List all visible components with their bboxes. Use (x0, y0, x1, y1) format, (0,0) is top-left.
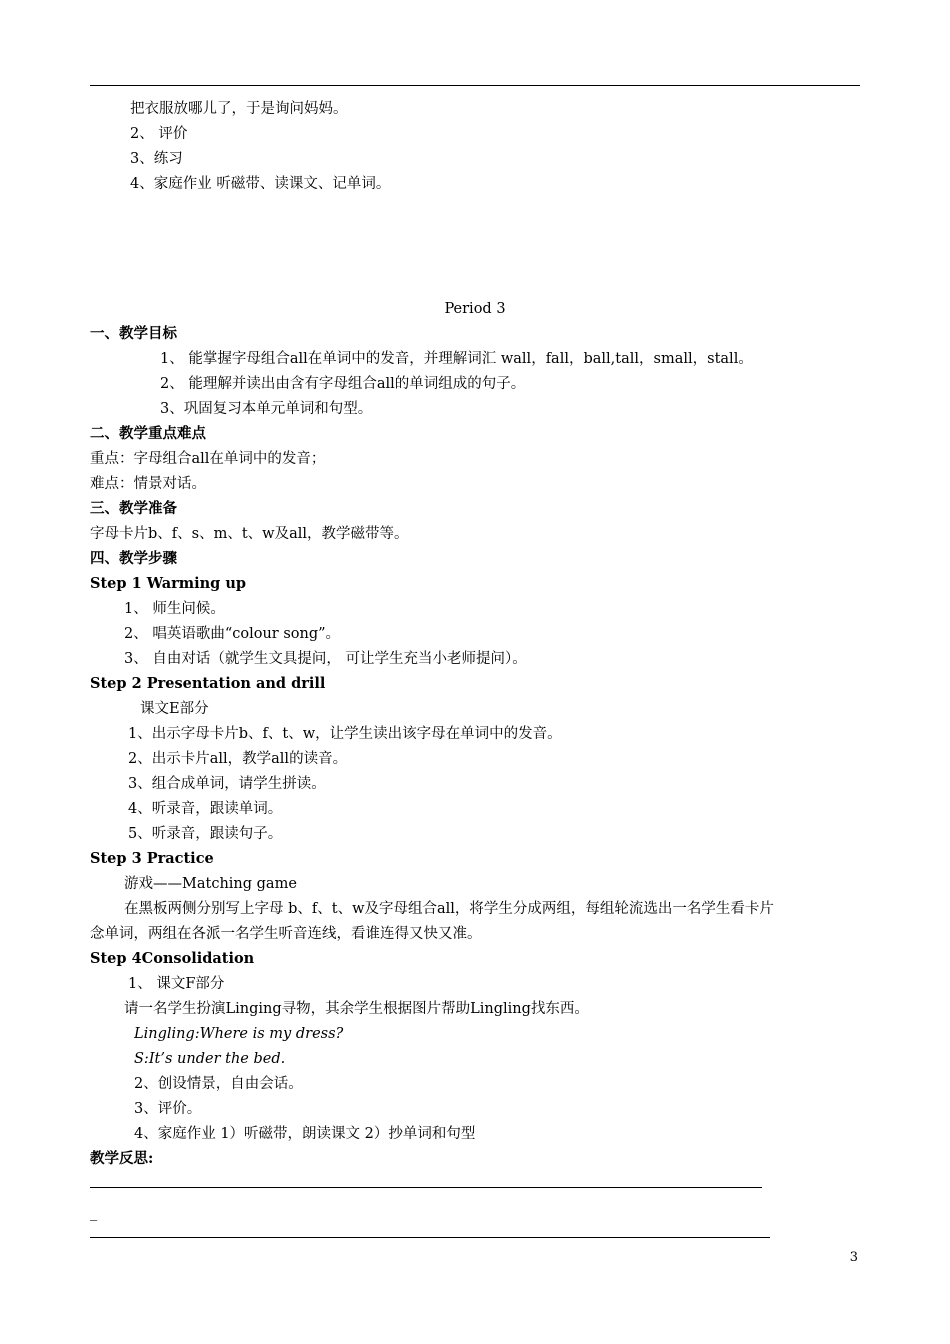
step1-item: 2、 唱英语歌曲“colour song”。 (124, 626, 341, 642)
practice-line: 3、练习 (130, 151, 183, 167)
step3-title: Step 3 Practice (90, 850, 214, 867)
preparation-heading: 三、教学准备 (90, 500, 177, 517)
reflection-heading: 教学反思: (90, 1150, 154, 1167)
step2-title: Step 2 Presentation and drill (90, 675, 326, 692)
step2-item: 3、组合成单词，请学生拼读。 (128, 776, 326, 792)
period-title: Period 3 (444, 301, 506, 317)
dialog-line: Lingling:Where is my dress? (134, 1026, 344, 1042)
objectives-heading: 一、教学目标 (90, 325, 177, 342)
homework-line: 4、家庭作业 听磁带、读课文、记单词。 (130, 176, 391, 192)
objective-item: 3、巩固复习本单元单词和句型。 (160, 401, 373, 417)
steps-heading: 四、教学步骤 (90, 550, 177, 567)
step3-paragraph-line: 念单词，两组在各派一名学生听音连线，看谁连得又快又准。 (90, 926, 482, 942)
step1-item: 1、 师生问候。 (124, 601, 225, 617)
reflection-dash: _ (90, 1205, 98, 1221)
step1-item: 3、 自由对话（就学生文具提问， 可让学生充当小老师提问）。 (124, 651, 527, 667)
step2-item: 4、听录音，跟读单词。 (128, 801, 283, 817)
step2-item: 1、出示字母卡片b、f、t、w，让学生读出该字母在单词中的发音。 (128, 726, 562, 742)
evaluation-line: 2、 评价 (130, 126, 188, 142)
step4-sub: 1、 课文F部分 (128, 976, 225, 992)
focus-line: 重点：字母组合all在单词中的发音； (90, 451, 326, 467)
objective-item: 1、 能掌握字母组合all在单词中的发音，并理解词汇 wall，fall，ball,tall，small，stall。 (160, 351, 753, 367)
key-points-heading: 二、教学重点难点 (90, 425, 206, 442)
step4-item: 2、创设情景，自由会话。 (134, 1076, 303, 1092)
reflection-rule (90, 1237, 770, 1238)
reflection-rule (90, 1187, 762, 1188)
step4-item: 3、评价。 (134, 1101, 202, 1117)
page-number: 3 (849, 1250, 858, 1265)
step4-text: 请一名学生扮演Linging寻物，其余学生根据图片帮助Lingling找东西。 (124, 1001, 589, 1017)
preparation-text: 字母卡片b、f、s、m、t、w及all，教学磁带等。 (90, 526, 409, 542)
step4-title: Step 4Consolidation (90, 950, 255, 967)
header-rule (90, 85, 860, 86)
step3-paragraph-line: 在黑板两侧分别写上字母 b、f、t、w及字母组合all，将学生分成两组，每组轮流选出一名学生看卡片 (124, 901, 774, 917)
difficulty-line: 难点：情景对话。 (90, 476, 206, 492)
step2-item: 5、听录音，跟读句子。 (128, 826, 283, 842)
step4-item: 4、家庭作业 1）听磁带，朗读课文 2）抄单词和句型 (134, 1126, 476, 1142)
objective-item: 2、 能理解并读出由含有字母组合all的单词组成的句子。 (160, 376, 526, 392)
continuation-line: 把衣服放哪儿了，于是询问妈妈。 (130, 101, 348, 117)
step1-title: Step 1 Warming up (90, 575, 247, 592)
step2-item: 2、出示卡片all，教学all的读音。 (128, 751, 348, 767)
step2-sub: 课文E部分 (140, 701, 209, 717)
dialog-line: S:It’s under the bed. (134, 1051, 286, 1067)
step3-sub: 游戏——Matching game (124, 876, 297, 892)
